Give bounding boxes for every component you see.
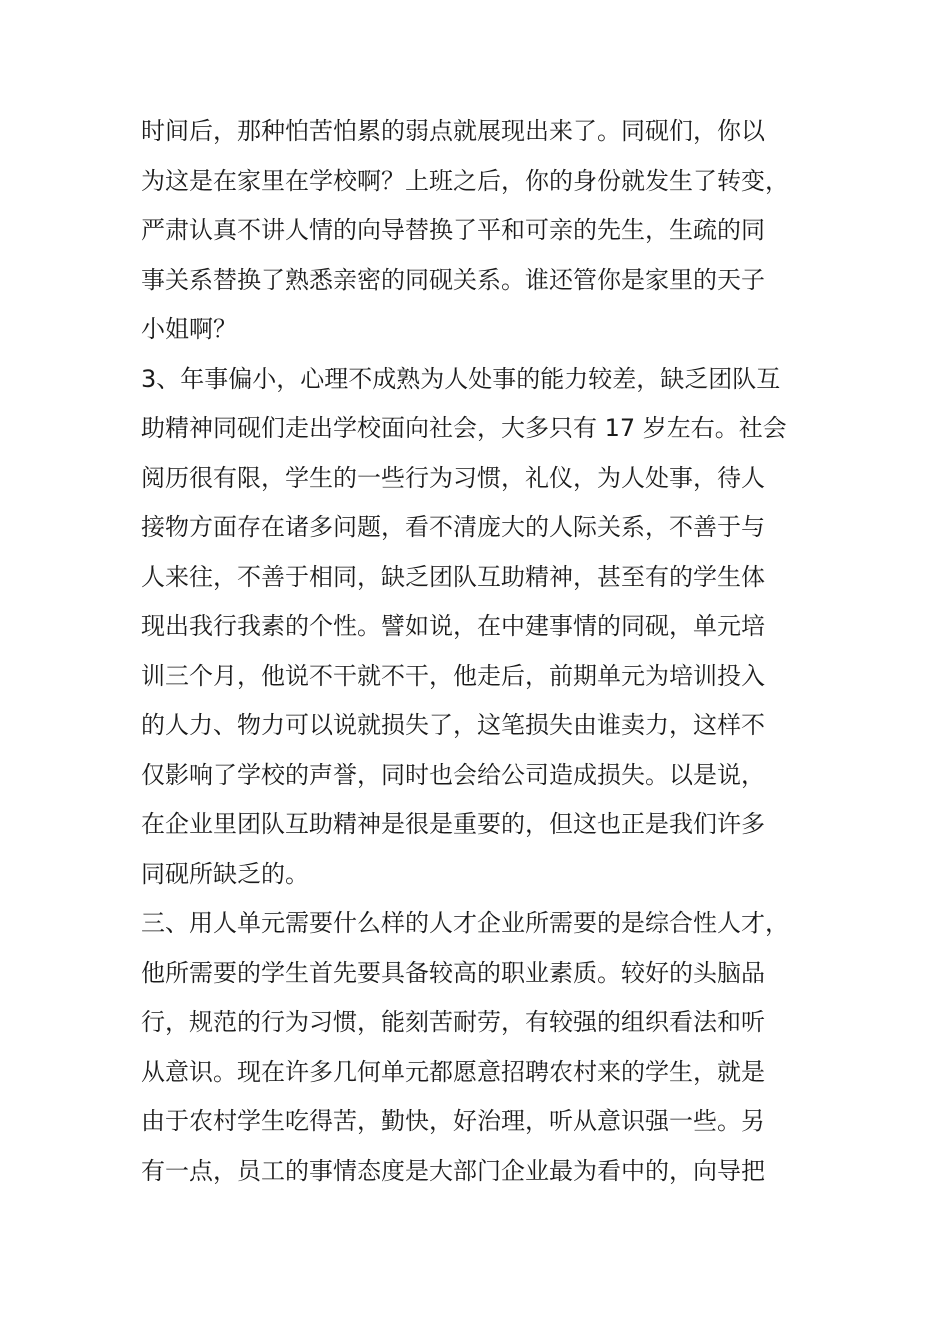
text-line: 他所需要的学生首先要具备较高的职业素质。较好的头脑品 <box>141 958 765 987</box>
text-line: 的人力、物力可以说就损失了，这笔损失由谁卖力，这样不 <box>141 711 765 739</box>
text-line: 同砚所缺乏的。 <box>141 859 309 888</box>
text-line: 为这是在家里在学校啊？上班之后，你的身份就发生了转变， <box>141 166 789 195</box>
text-line: 时间后，那种怕苦怕累的弱点就展现出来了。同砚们，你以 <box>141 117 765 145</box>
text-line: 人来往，不善于相同，缺乏团队互助精神，甚至有的学生体 <box>141 562 765 591</box>
text-line: 在企业里团队互助精神是很是重要的，但这也正是我们许多 <box>141 810 765 838</box>
text-line: 事关系替换了熟悉亲密的同砚关系。谁还管你是家里的天子 <box>141 265 765 294</box>
text-line: 训三个月，他说不干就不干，他走后，前期单元为培训投入 <box>141 661 765 690</box>
text-line: 阅历很有限，学生的一些行为习惯，礼仪，为人处事，待人 <box>141 463 765 492</box>
text-line: 由于农村学生吃得苦，勤快，好治理，听从意识强一些。另 <box>141 1107 765 1135</box>
text-line: 严肃认真不讲人情的向导替换了平和可亲的先生，生疏的同 <box>141 216 765 244</box>
text-line: 3、年事偏小，心理不成熟为人处事的能力较差，缺乏团队互 <box>141 364 781 393</box>
body-text <box>141 107 811 1196</box>
text-line: 接物方面存在诸多问题，看不清庞大的人际关系，不善于与 <box>141 513 765 541</box>
text-line: 三、用人单元需要什么样的人才企业所需要的是综合性人才， <box>141 909 789 937</box>
text-line: 有一点，员工的事情态度是大部门企业最为看中的，向导把 <box>141 1156 765 1185</box>
text-line: 现出我行我素的个性。譬如说，在中建事情的同砚，单元培 <box>141 612 765 640</box>
text-line: 仅影响了学校的声誉，同时也会给公司造成损失。以是说， <box>141 760 765 789</box>
text-line: 小姐啊？ <box>141 315 237 343</box>
text-line: 行，规范的行为习惯，能刻苦耐劳，有较强的组织看法和听 <box>141 1008 765 1036</box>
text-line: 从意识。现在许多几何单元都愿意招聘农村来的学生，就是 <box>141 1057 765 1086</box>
text-line: 助精神同砚们走出学校面向社会，大多只有 17 岁左右。社会 <box>141 414 787 442</box>
